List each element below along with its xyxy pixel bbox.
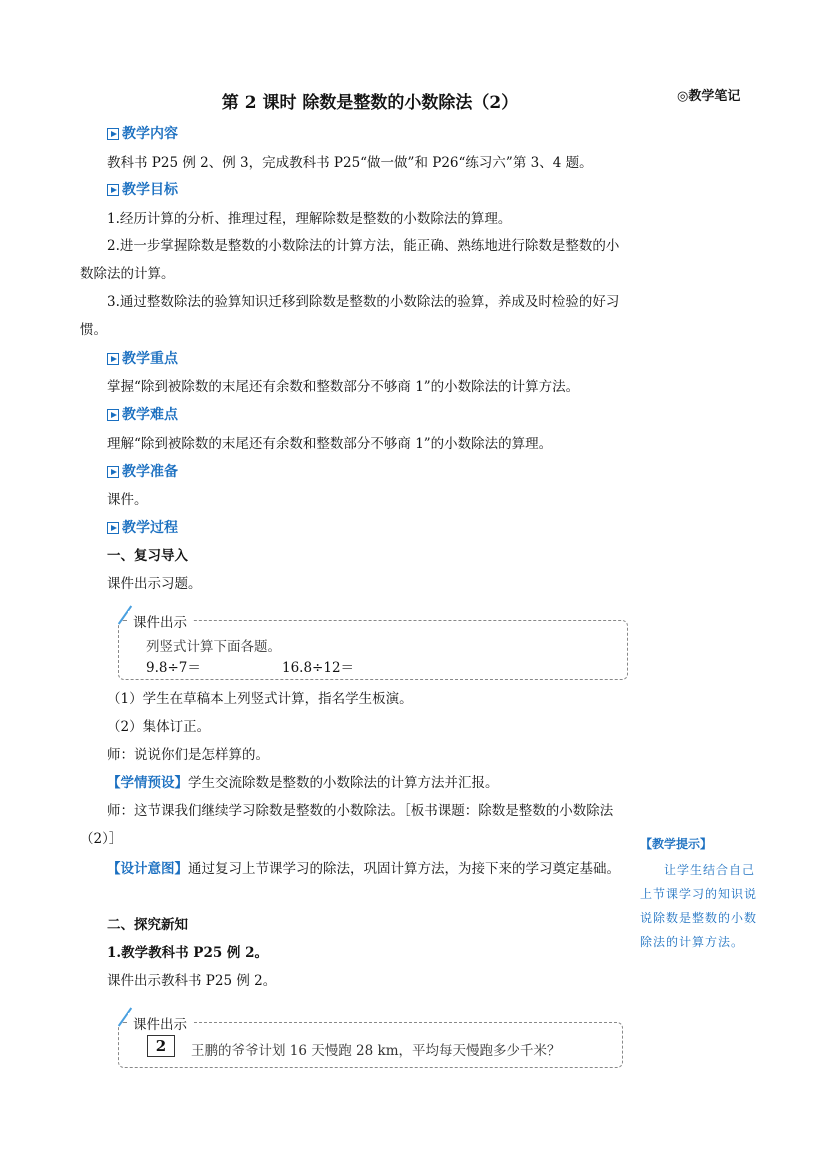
- preparation-text: 课件。: [107, 492, 148, 508]
- section-teaching-difficulty: 教学难点: [107, 406, 178, 424]
- difficulty-text: 理解“除到被除数的末尾还有余数和整数部分不够商 1”的小数除法的算理。: [107, 436, 553, 452]
- page-title: 第 2 课时 除数是整数的小数除法（2）: [221, 93, 519, 113]
- courseware-label-2: 课件出示: [128, 1013, 192, 1033]
- design-tag: 【设计意图】: [107, 861, 188, 877]
- play-icon: [107, 184, 119, 196]
- courseware-label-1: 课件出示: [128, 611, 192, 631]
- section-teaching-key: 教学重点: [107, 350, 178, 368]
- play-icon: [107, 466, 119, 478]
- content-text: 教科书 P25 例 2、例 3，完成教科书 P25“做一做”和 P26“练习六”第 3、4 题。: [107, 155, 593, 171]
- teacher-line-2: 师：这节课我们继续学习除数是整数的小数除法。［板书课题：除数是整数的小数除法（2）］: [80, 803, 614, 847]
- example-text: 王鹏的爷爷计划 16 天慢跑 28 km，平均每天慢跑多少千米？: [191, 1043, 561, 1059]
- play-icon: [107, 353, 119, 365]
- part1-heading: 一、复习导入: [107, 548, 188, 564]
- example-number: 2: [147, 1035, 175, 1057]
- box1-expression-1: 9.8÷7＝: [146, 660, 201, 676]
- teaching-notes-label: ◎教学笔记: [677, 89, 741, 104]
- box1-instruction: 列竖式计算下面各题。: [146, 639, 281, 655]
- goal-3: 3.通过整数除法的验算知识迁移到除数是整数的小数除法的验算，养成及时检验的好习惯。: [80, 294, 620, 338]
- section-teaching-preparation: 教学准备: [107, 463, 178, 481]
- box1-expression-2: 16.8÷12＝: [282, 660, 355, 676]
- part2-heading: 二、探究新知: [107, 917, 188, 933]
- play-icon: [107, 522, 119, 534]
- step-1: （1）学生在草稿本上列竖式计算，指名学生板演。: [107, 691, 413, 707]
- preset-paragraph: 【学情预设】学生交流除数是整数的小数除法的计算方法并汇报。: [107, 775, 499, 791]
- teaching-tip-text: 让学生结合自己上节课学习的知识说说除数是整数的小数除法的计算方法。: [640, 863, 758, 949]
- part1-text: 课件出示习题。: [107, 576, 202, 592]
- teaching-tip-title: 【教学提示】: [640, 837, 713, 851]
- part2-text: 课件出示教科书 P25 例 2。: [107, 973, 277, 989]
- play-icon: [107, 128, 119, 140]
- goal-1: 1.经历计算的分析、推理过程，理解除数是整数的小数除法的算理。: [107, 211, 512, 227]
- section-teaching-process: 教学过程: [107, 519, 178, 537]
- play-icon: [107, 409, 119, 421]
- step-2: （2）集体订正。: [107, 719, 211, 735]
- section-teaching-content: 教学内容: [107, 125, 178, 143]
- key-text: 掌握“除到被除数的末尾还有余数和整数部分不够商 1”的小数除法的计算方法。: [107, 379, 580, 395]
- design-paragraph: 【设计意图】通过复习上节课学习的除法，巩固计算方法，为接下来的学习奠定基础。: [107, 861, 620, 877]
- section-teaching-goals: 教学目标: [107, 181, 178, 199]
- teacher-line-1: 师：说说你们是怎样算的。: [107, 747, 269, 763]
- preset-tag: 【学情预设】: [107, 775, 188, 791]
- part2-subheading: 1.教学教科书 P25 例 2。: [107, 945, 269, 961]
- goal-2: 2.进一步掌握除数是整数的小数除法的计算方法，能正确、熟练地进行除数是整数的小数除法的计算。: [80, 238, 620, 282]
